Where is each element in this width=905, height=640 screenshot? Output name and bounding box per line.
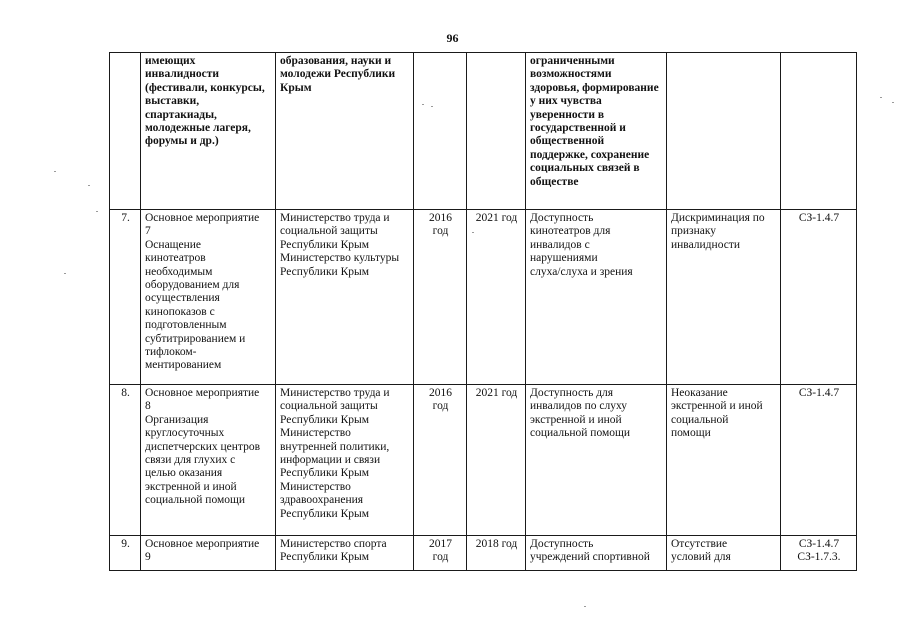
start-year-cell: [414, 53, 467, 210]
scan-speck: [584, 606, 586, 607]
result-cell: Доступность учреждений спортивной: [526, 536, 667, 571]
scan-speck: [422, 104, 424, 105]
scan-speck: [880, 97, 882, 98]
page-number: 96: [446, 31, 459, 45]
row-number: 7.: [110, 210, 141, 385]
consequence-cell: Отсутствие условий для: [667, 536, 781, 571]
consequence-cell: Неоказание экстренной и иной социальной помощи: [667, 385, 781, 536]
consequence-cell: Дискриминация по признаку инвалидности: [667, 210, 781, 385]
end-year-cell: 2021 год: [467, 385, 526, 536]
scan-speck: [472, 232, 474, 233]
result-cell: ограниченными возможностями здоровья, формирование у них чувства уверенности в государственной и общественной поддержке, сохранение социальных связей в обществе: [526, 53, 667, 210]
table-row: [110, 385, 857, 536]
executors-cell: образования, науки и молодежи Республики Крым: [276, 53, 414, 210]
consequence-cell: [667, 53, 781, 210]
table-row: [110, 210, 857, 385]
codes-cell: СЗ-1.4.7 СЗ-1.7.3.: [781, 536, 857, 571]
executors-cell: Министерство труда и социальной защиты Республики Крым Министерство внутренней политики, информации и связи Республики Крым Министерство здравоохранения Республики Крым: [276, 385, 414, 536]
scan-speck: [892, 102, 894, 103]
codes-cell: [781, 53, 857, 210]
scan-speck: [88, 185, 90, 186]
end-year-cell: 2018 год: [467, 536, 526, 571]
start-year-cell: 2016 год: [414, 210, 467, 385]
activity-cell: Основное мероприятие 9: [141, 536, 276, 571]
table-row: [110, 53, 857, 210]
codes-cell: СЗ-1.4.7: [781, 210, 857, 385]
scan-speck: [431, 106, 433, 107]
end-year-cell: 2021 год: [467, 210, 526, 385]
row-number: 9.: [110, 536, 141, 571]
measures-table: [109, 52, 857, 571]
codes-cell: СЗ-1.4.7: [781, 385, 857, 536]
activity-cell: имеющих инвалидности (фестивали, конкурсы, выставки, спартакиады, молодежные лагеря, форумы и др.): [141, 53, 276, 210]
executors-cell: Министерство труда и социальной защиты Республики Крым Министерство культуры Республики Крым: [276, 210, 414, 385]
activity-cell: Основное мероприятие 8 Организация круглосуточных диспетчерских центров связи для глухих с целью оказания экстренной и иной социальной помощи: [141, 385, 276, 536]
result-cell: Доступность кинотеатров для инвалидов с нарушениями слуха/слуха и зрения: [526, 210, 667, 385]
start-year-cell: 2016 год: [414, 385, 467, 536]
row-number: 8.: [110, 385, 141, 536]
executors-cell: Министерство спорта Республики Крым: [276, 536, 414, 571]
row-number: [110, 53, 141, 210]
result-cell: Доступность для инвалидов по слуху экстренной и иной социальной помощи: [526, 385, 667, 536]
scan-speck: [54, 171, 56, 172]
end-year-cell: [467, 53, 526, 210]
scan-speck: [96, 211, 98, 212]
table-row: [110, 536, 857, 571]
activity-cell: Основное мероприятие 7 Оснащение кинотеатров необходимым оборудованием для осуществления кинопоказов с подготовленным субтитрированием и тифлоком- ментированием: [141, 210, 276, 385]
start-year-cell: 2017 год: [414, 536, 467, 571]
scan-speck: [64, 273, 66, 274]
